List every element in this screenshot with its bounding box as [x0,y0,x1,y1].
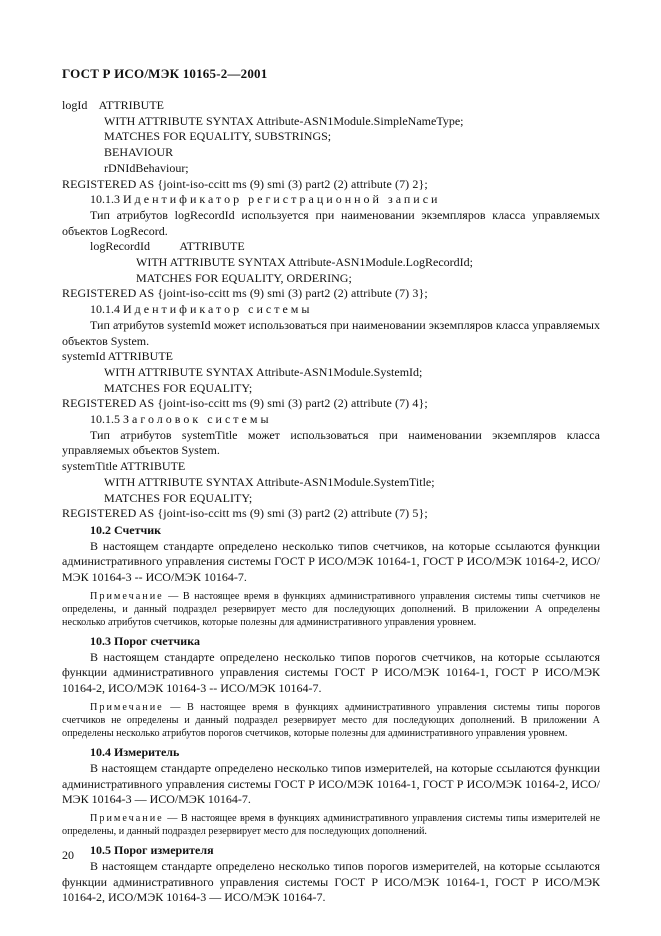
note [62,590,600,629]
asn-line: WITH ATTRIBUTE SYNTAX Attribute-ASN1Module.SystemId; [104,364,423,379]
asn-line: WITH ATTRIBUTE SYNTAX Attribute-ASN1Module.SimpleNameType; [104,113,464,128]
paragraph: Тип атрибутов systemTitle может использоваться при наименовании экземпляров класса управляемых объектов System. [62,427,600,458]
subsection-heading [62,192,600,208]
subsection-number: 10.1.3 [90,192,120,207]
subsection-title: Идентификатор системы [123,302,313,317]
asn-line: logRecordId ATTRIBUTE [90,239,245,254]
asn-line: MATCHES FOR EQUALITY; [104,490,253,505]
document-header: ГОСТ Р ИСО/МЭК 10165-2—2001 [62,66,268,81]
asn-line: MATCHES FOR EQUALITY, SUBSTRINGS; [104,129,332,144]
subsection-number: 10.1.4 [90,302,120,317]
registered-line: REGISTERED AS {joint-iso-ccitt ms (9) smi (3) part2 (2) attribute (7) 2}; [62,176,428,191]
asn-line: logId ATTRIBUTE [62,98,164,112]
page-content [62,98,600,906]
paragraph: В настоящем стандарте определено несколько типов порогов счетчиков, на которые ссылаются функции административного управления системы ГОСТ Р ИСО/МЭК 10164-1, ГОСТ Р ИСО/МЭК 10164-2, ИСО/МЭК 10164-3 -- ИСО/МЭК 10164-7. [62,649,600,696]
registered-line: REGISTERED AS {joint-iso-ccitt ms (9) smi (3) part2 (2) attribute (7) 5}; [62,506,428,521]
asn-line: rDNIdBehaviour; [104,160,189,175]
page-number: 20 [62,848,74,862]
paragraph: Тип атрибутов systemId может использоваться при наименовании экземпляров класса управляемых объектов System. [62,317,600,348]
note-text: — В настоящее время в функциях административного управления системы типы счетчиков не определены, и данный подраздел резервирует место для последующих дополнений. В приложении А определены несколько атрибутов счетчиков, которые полезны для административного управления уровнем. [62,590,600,628]
asn-line: WITH ATTRIBUTE SYNTAX Attribute-ASN1Module.SystemTitle; [104,474,435,489]
section-heading: 10.5 Порог измерителя [90,843,214,858]
asn-line: MATCHES FOR EQUALITY, ORDERING; [136,270,352,285]
subsection-heading [62,302,600,318]
paragraph: В настоящем стандарте определено несколько типов счетчиков, на которые ссылаются функции административного управления системы ГОСТ Р ИСО/МЭК 10164-1, ГОСТ Р ИСО/МЭК 10164-2, ИСО/МЭК 10164-3 -- ИСО/МЭК 10164-7. [62,538,600,585]
asn-line: systemTitle ATTRIBUTE [62,459,186,474]
section-heading: 10.2 Счетчик [90,522,162,537]
paragraph: В настоящем стандарте определено несколько типов измерителей, на которые ссылаются функции административного управления системы ГОСТ Р ИСО/МЭК 10164-1, ГОСТ Р ИСО/МЭК 10164-2, ИСО/МЭК 10164-3 — ИСО/МЭК 10164-7. [62,760,600,807]
note [62,701,600,740]
note-label: Примечание [90,590,164,602]
registered-line: REGISTERED AS {joint-iso-ccitt ms (9) smi (3) part2 (2) attribute (7) 4}; [62,396,428,411]
note-label: Примечание [90,812,164,824]
asn-line: systemId ATTRIBUTE [62,349,173,364]
paragraph: Тип атрибутов logRecordId используется при наименовании экземпляров класса управляемых объектов LogRecord. [62,207,600,238]
asn-line: WITH ATTRIBUTE SYNTAX Attribute-ASN1Module.LogRecordId; [136,255,473,270]
note-text: — В настоящее время в функциях административного управления системы типы порогов счетчиков не определены и данный подраздел резервирует место для последующих дополнений. В приложении А определены несколько атрибутов порогов счетчиков, которые полезны для административного управления уровнем. [62,701,600,740]
asn-line: BEHAVIOUR [104,145,174,160]
subsection-number: 10.1.5 [90,412,120,427]
subsection-title: Идентификатор регистрационной записи [123,192,441,207]
note-text: — В настоящее время в функциях административного управления системы типы измерителей не определены, и данный подраздел резервирует место для последующих дополнений. [62,812,600,838]
asn-line: MATCHES FOR EQUALITY; [104,380,253,395]
registered-line: REGISTERED AS {joint-iso-ccitt ms (9) smi (3) part2 (2) attribute (7) 3}; [62,286,428,301]
section-heading: 10.3 Порог счетчика [90,634,200,649]
subsection-heading [62,412,600,428]
paragraph: В настоящем стандарте определено несколько типов порогов измерителей, на которые ссылаются функции административного управления системы ГОСТ Р ИСО/МЭК 10164-1, ГОСТ Р ИСО/МЭК 10164-2, ИСО/МЭК 10164-3 — ИСО/МЭК 10164-7. [62,858,600,905]
note [62,812,600,838]
note-label: Примечание [90,701,164,713]
subsection-title: Заголовок системы [123,412,272,427]
section-heading: 10.4 Измеритель [90,745,180,760]
